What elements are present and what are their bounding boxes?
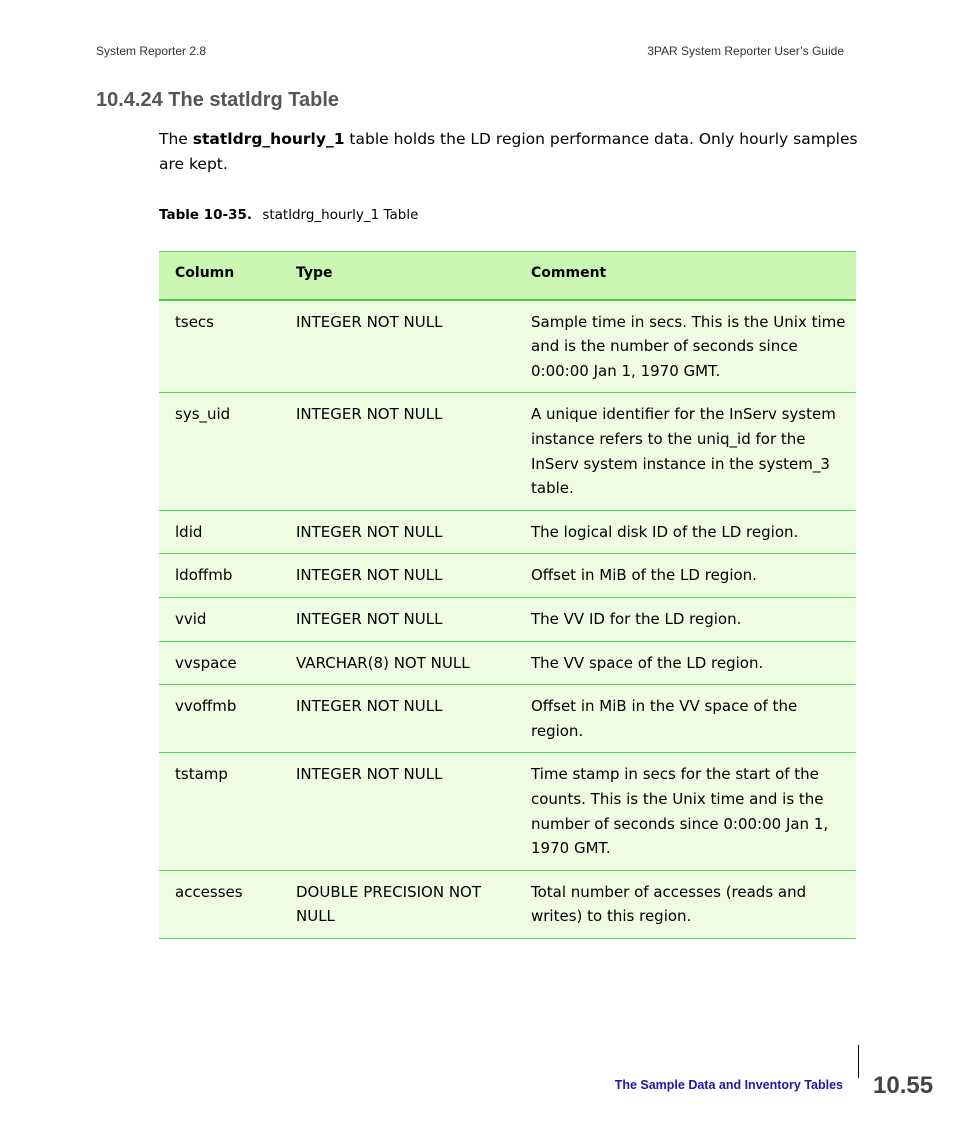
cell-comment: Time stamp in secs for the start of the counts. This is the Unix time and is the number of seconds since 0:00:00 Jan 1, 1970 GMT. [515,753,856,870]
cell-column: vvspace [159,641,280,685]
cell-column: ldoffmb [159,554,280,598]
table-row [159,510,856,554]
footer-divider [858,1045,859,1078]
intro-suffix: table holds the LD region performance data. Only hourly samples are kept. [159,130,858,173]
cell-type: INTEGER NOT NULL [280,554,515,598]
table-row [159,554,856,598]
cell-type: INTEGER NOT NULL [280,510,515,554]
table-row [159,870,856,938]
cell-type: INTEGER NOT NULL [280,685,515,753]
header-comment: Comment [515,252,856,300]
cell-comment: A unique identifier for the InServ system instance refers to the uniq_id for the InServ system instance in the system_3 table. [515,393,856,510]
cell-type: INTEGER NOT NULL [280,597,515,641]
intro-prefix: The [159,130,193,148]
cell-comment: The logical disk ID of the LD region. [515,510,856,554]
cell-comment: Sample time in secs. This is the Unix time and is the number of seconds since 0:00:00 Jan 1, 1970 GMT. [515,300,856,393]
table-header-row [159,252,856,300]
table-row [159,393,856,510]
header-column: Column [159,252,280,300]
page-number: 10.55 [873,1072,934,1099]
cell-column: tsecs [159,300,280,393]
running-header-left: System Reporter 2.8 [96,44,207,58]
cell-comment: The VV ID for the LD region. [515,597,856,641]
cell-comment: Offset in MiB in the VV space of the region. [515,685,856,753]
cell-column: accesses [159,870,280,938]
cell-comment: Offset in MiB of the LD region. [515,554,856,598]
cell-comment: Total number of accesses (reads and writes) to this region. [515,870,856,938]
cell-column: vvid [159,597,280,641]
table-row [159,597,856,641]
cell-comment: The VV space of the LD region. [515,641,856,685]
table-row [159,753,856,870]
intro-paragraph [159,127,859,177]
statldrg-table [159,251,856,939]
table-row [159,641,856,685]
running-header-right: 3PAR System Reporter User’s Guide [647,44,844,58]
section-title: 10.4.24 The statldrg Table [96,89,340,111]
cell-type: VARCHAR(8) NOT NULL [280,641,515,685]
cell-column: sys_uid [159,393,280,510]
cell-type: INTEGER NOT NULL [280,393,515,510]
intro-table-name: statldrg_hourly_1 [192,130,345,148]
cell-type: DOUBLE PRECISION NOT NULL [280,870,515,938]
header-type: Type [280,252,515,300]
cell-type: INTEGER NOT NULL [280,300,515,393]
table-row [159,685,856,753]
cell-column: ldid [159,510,280,554]
footer-chapter-title: The Sample Data and Inventory Tables [614,1078,843,1092]
table-caption [159,207,418,223]
table-caption-text: statldrg_hourly_1 Table [262,207,419,223]
table-row [159,300,856,393]
cell-column: vvoffmb [159,685,280,753]
table-caption-number: Table 10-35. [159,207,253,223]
cell-type: INTEGER NOT NULL [280,753,515,870]
cell-column: tstamp [159,753,280,870]
